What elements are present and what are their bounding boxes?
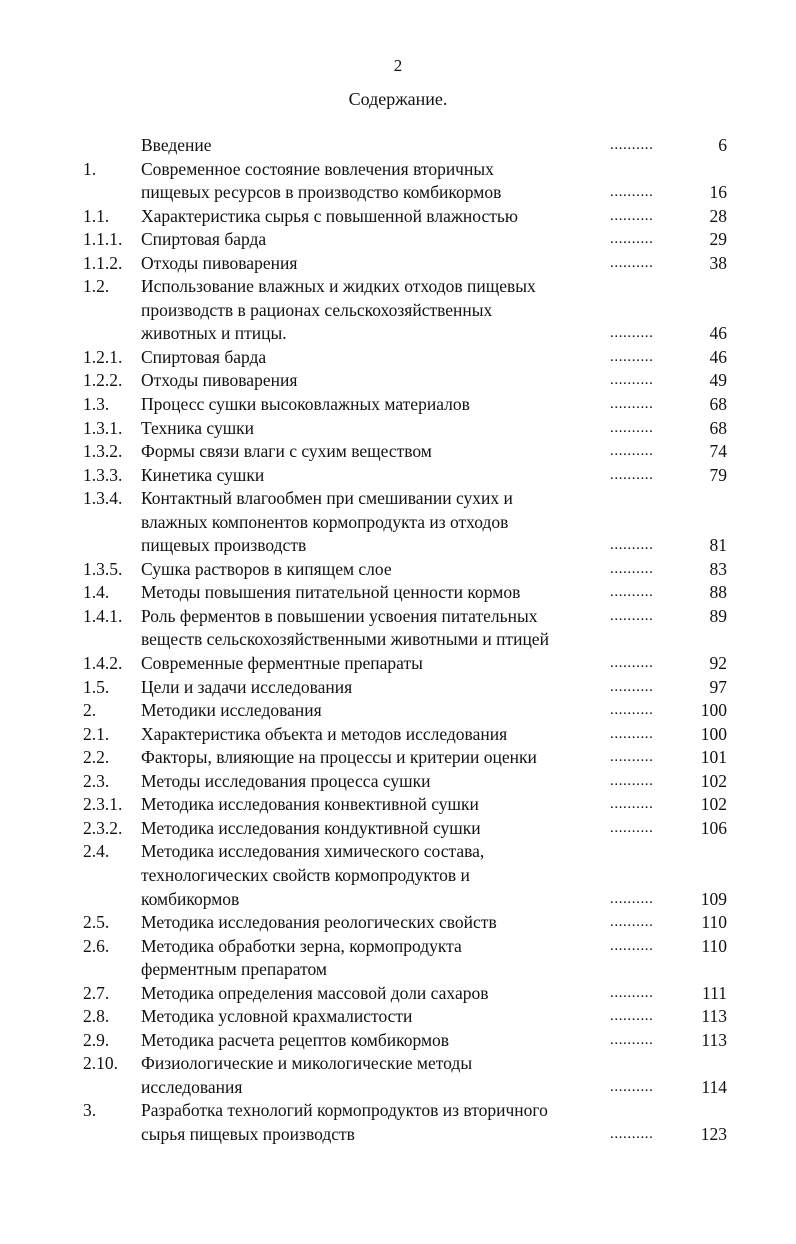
toc-page-number: 83	[709, 558, 727, 579]
toc-leader-dots: ..........	[610, 914, 654, 931]
toc-page-number: 109	[700, 888, 727, 909]
toc-row	[0, 770, 796, 794]
toc-row	[0, 1099, 796, 1123]
toc-page-number: 79	[709, 464, 727, 485]
toc-entry-title: Методы исследования процесса сушки	[141, 770, 431, 791]
toc-row	[0, 393, 796, 417]
toc-entry-number: 1.2.2.	[83, 370, 123, 391]
toc-page-number: 89	[709, 605, 727, 626]
toc-leader-dots: ..........	[610, 325, 654, 342]
toc-entry-number: 1.3.1.	[83, 417, 123, 438]
toc-row	[0, 864, 796, 888]
toc-row	[0, 676, 796, 700]
toc-page-number: 38	[709, 252, 727, 273]
toc-leader-dots: ..........	[610, 678, 654, 695]
toc-row	[0, 840, 796, 864]
toc-entry-title: Спиртовая барда	[141, 346, 267, 367]
toc-entry-title: производств в рационах сельскохозяйственных	[141, 299, 493, 320]
toc-entry-title: пищевых производств	[141, 535, 307, 556]
toc-row	[0, 911, 796, 935]
toc-leader-dots: ..........	[610, 1008, 654, 1025]
toc-page-number: 68	[709, 394, 727, 415]
toc-page-number: 68	[709, 417, 727, 438]
toc-page-number: 111	[702, 982, 727, 1003]
toc-row	[0, 723, 796, 747]
page-title: Содержание.	[348, 89, 448, 109]
toc-entry-title: Формы связи влаги с сухим веществом	[141, 441, 432, 462]
toc-entry-title: Процесс сушки высоковлажных материалов	[141, 394, 470, 415]
toc-entry-number: 2.7.	[83, 982, 110, 1003]
toc-entry-number: 2.10.	[83, 1053, 118, 1074]
toc-entry-number: 1.3.	[83, 394, 110, 415]
toc-row	[0, 982, 796, 1006]
toc-entry-title: влажных компонентов кормопродукта из отходов	[141, 511, 509, 532]
toc-leader-dots: ..........	[610, 584, 654, 601]
toc-row	[0, 134, 796, 158]
toc-leader-dots: ..........	[610, 772, 654, 789]
toc-row	[0, 628, 796, 652]
toc-page-number: 46	[709, 323, 727, 344]
toc-entry-title: Методика обработки зерна, кормопродукта	[141, 935, 462, 956]
toc-row	[0, 699, 796, 723]
toc-leader-dots: ..........	[610, 1078, 654, 1095]
toc-leader-dots: ..........	[610, 937, 654, 954]
toc-page-number: 29	[709, 229, 727, 250]
toc-page-number: 113	[701, 1006, 727, 1027]
toc-entry-number: 2.3.2.	[83, 817, 123, 838]
toc-entry-title: животных и птицы.	[141, 323, 287, 344]
toc-entry-title: Цели и задачи исследования	[141, 676, 353, 697]
toc-row	[0, 1076, 796, 1100]
toc-row	[0, 1052, 796, 1076]
toc-entry-title: Кинетика сушки	[141, 464, 265, 485]
toc-page-number: 81	[709, 535, 727, 556]
toc-row	[0, 1029, 796, 1053]
toc-page-number: 28	[709, 205, 727, 226]
toc-row	[0, 605, 796, 629]
toc-entry-number: 1.4.	[83, 582, 110, 603]
toc-row	[0, 252, 796, 276]
toc-entry-title: веществ сельскохозяйственными животными и птицей	[141, 629, 549, 650]
toc-leader-dots: ..........	[610, 819, 654, 836]
toc-row	[0, 958, 796, 982]
toc-entry-title: Спиртовая барда	[141, 229, 267, 250]
toc-entry-title: Методика исследования реологических свойств	[141, 912, 497, 933]
toc-entry-title: Методики исследования	[141, 700, 322, 721]
toc-row	[0, 275, 796, 299]
toc-entry-title: Контактный влагообмен при смешивании сухих и	[141, 488, 513, 509]
toc-row	[0, 369, 796, 393]
toc-leader-dots: ..........	[610, 702, 654, 719]
toc-entry-number: 1.2.	[83, 276, 110, 297]
toc-entry-title: Сушка растворов в кипящем слое	[141, 558, 392, 579]
toc-entry-title: Современное состояние вовлечения вторичных	[141, 158, 494, 179]
toc-leader-dots: ..........	[610, 137, 654, 153]
toc-page-number: 106	[700, 817, 727, 838]
toc-page-number: 123	[700, 1123, 727, 1144]
toc-entry-title: Отходы пивоварения	[141, 252, 298, 273]
toc-leader-dots: ..........	[610, 184, 654, 201]
toc-page-number: 113	[701, 1029, 727, 1050]
toc-row	[0, 299, 796, 323]
toc-page-number: 74	[709, 441, 727, 462]
toc-leader-dots: ..........	[610, 231, 654, 248]
toc-entry-title: ферментным препаратом	[141, 959, 328, 980]
toc-page-number: 100	[700, 700, 727, 721]
toc-entry-title: Методика условной крахмалистости	[141, 1006, 413, 1027]
toc-row	[0, 228, 796, 252]
toc-row	[0, 1005, 796, 1029]
toc-entry-number: 3.	[83, 1100, 97, 1121]
toc-row	[0, 793, 796, 817]
toc-entry-number: 2.3.1.	[83, 794, 123, 815]
toc-entry-title: технологических свойств кормопродуктов и	[141, 864, 470, 885]
toc-row	[0, 487, 796, 511]
toc-entry-number: 2.6.	[83, 935, 110, 956]
toc-entry-number: 1.3.3.	[83, 464, 123, 485]
toc-entry-number: 1.3.5.	[83, 558, 123, 579]
toc-leader-dots: ..........	[610, 466, 654, 483]
toc-entry-title: Техника сушки	[141, 417, 255, 438]
toc-row	[0, 558, 796, 582]
toc-entry-number: 1.5.	[83, 676, 110, 697]
toc-entry-number: 2.2.	[83, 747, 110, 768]
toc-row	[0, 888, 796, 912]
toc-entry-number: 2.	[83, 700, 97, 721]
toc-row	[0, 417, 796, 441]
toc-leader-dots: ..........	[610, 537, 654, 554]
toc-row	[0, 935, 796, 959]
toc-entry-title: Факторы, влияющие на процессы и критерии оценки	[141, 747, 537, 768]
toc-leader-dots: ..........	[610, 984, 654, 1001]
toc-leader-dots: ..........	[610, 396, 654, 413]
toc-entry-number: 2.8.	[83, 1006, 110, 1027]
toc-page-number: 92	[709, 653, 727, 674]
toc-entry-title: Методы повышения питательной ценности кормов	[141, 582, 521, 603]
toc-entry-number: 1.1.2.	[83, 252, 123, 273]
toc-row	[0, 181, 796, 205]
toc-entry-title: Методика исследования химического состава,	[141, 841, 485, 862]
toc-leader-dots: ..........	[610, 1125, 654, 1142]
toc-entry-title: Характеристика объекта и методов исследования	[141, 723, 508, 744]
toc-page-number: 49	[709, 370, 727, 391]
toc-entry-title: Разработка технологий кормопродуктов из вторичного	[141, 1100, 548, 1121]
toc-entry-title: пищевых ресурсов в производство комбикормов	[141, 182, 502, 203]
toc-entry-number: 1.	[83, 158, 97, 179]
toc-entry-number: 1.1.1.	[83, 229, 123, 250]
toc-entry-title: сырья пищевых производств	[141, 1123, 355, 1144]
toc-leader-dots: ..........	[610, 725, 654, 742]
toc-leader-dots: ..........	[610, 419, 654, 436]
toc-leader-dots: ..........	[610, 372, 654, 389]
toc-leader-dots: ..........	[610, 254, 654, 271]
toc-leader-dots: ..........	[610, 796, 654, 813]
toc-entry-title: комбикормов	[141, 888, 240, 909]
toc-leader-dots: ..........	[610, 560, 654, 577]
toc-entry-title: Методика исследования конвективной сушки	[141, 794, 479, 815]
toc-leader-dots: ..........	[610, 348, 654, 365]
toc-entry-number: 1.4.2.	[83, 653, 123, 674]
toc-row	[0, 817, 796, 841]
toc-entry-title: Введение	[141, 135, 212, 155]
toc-row	[0, 511, 796, 535]
toc-entry-number: 2.3.	[83, 770, 110, 791]
toc-entry-title: Методика исследования кондуктивной сушки	[141, 817, 481, 838]
toc-entry-number: 1.1.	[83, 205, 110, 226]
toc-row	[0, 464, 796, 488]
toc-leader-dots: ..........	[610, 443, 654, 460]
toc-leader-dots: ..........	[610, 607, 654, 624]
toc-entry-number: 1.2.1.	[83, 346, 123, 367]
toc-entry-title: Использование влажных и жидких отходов пищевых	[141, 276, 536, 297]
toc-row	[0, 346, 796, 370]
toc-row	[0, 746, 796, 770]
toc-page-number: 114	[701, 1076, 727, 1097]
toc-leader-dots: ..........	[610, 890, 654, 907]
toc-entry-number: 2.1.	[83, 723, 110, 744]
toc-row	[0, 205, 796, 229]
toc-page-number: 110	[701, 912, 727, 933]
toc-entry-title: Характеристика сырья с повышенной влажностью	[141, 205, 518, 226]
toc-row	[0, 1123, 796, 1147]
toc-row	[0, 158, 796, 182]
toc-row	[0, 652, 796, 676]
toc-entry-title: Роль ферментов в повышении усвоения питательных	[141, 605, 538, 626]
toc-entry-number: 2.4.	[83, 841, 110, 862]
toc-entry-number: 1.4.1.	[83, 605, 123, 626]
toc-entry-title: Физиологические и микологические методы	[141, 1053, 473, 1074]
toc-page-number: 110	[701, 935, 727, 956]
toc-page-number: 101	[700, 747, 727, 768]
toc-leader-dots: ..........	[610, 1031, 654, 1048]
toc-page-number: 88	[709, 582, 727, 603]
toc-row	[0, 440, 796, 464]
toc-page-number: 6	[718, 135, 727, 155]
toc-page-number: 46	[709, 346, 727, 367]
toc-row	[0, 581, 796, 605]
table-of-contents	[0, 134, 796, 1147]
toc-page-number: 97	[709, 676, 727, 697]
toc-leader-dots: ..........	[610, 655, 654, 672]
toc-page-number: 100	[700, 723, 727, 744]
toc-page-number: 102	[700, 770, 727, 791]
toc-leader-dots: ..........	[610, 749, 654, 766]
toc-entry-number: 2.5.	[83, 912, 110, 933]
toc-entry-number: 2.9.	[83, 1029, 110, 1050]
page-number: 2	[393, 56, 403, 75]
toc-entry-title: Отходы пивоварения	[141, 370, 298, 391]
toc-page-number: 102	[700, 794, 727, 815]
toc-row	[0, 534, 796, 558]
toc-entry-title: Современные ферментные препараты	[141, 653, 423, 674]
toc-entry-title: Методика расчета рецептов комбикормов	[141, 1029, 450, 1050]
toc-entry-number: 1.3.4.	[83, 488, 123, 509]
toc-row	[0, 322, 796, 346]
toc-entry-title: исследования	[141, 1076, 243, 1097]
toc-entry-title: Методика определения массовой доли сахаров	[141, 982, 489, 1003]
toc-entry-number: 1.3.2.	[83, 441, 123, 462]
toc-leader-dots: ..........	[610, 207, 654, 224]
toc-page-number: 16	[709, 182, 727, 203]
